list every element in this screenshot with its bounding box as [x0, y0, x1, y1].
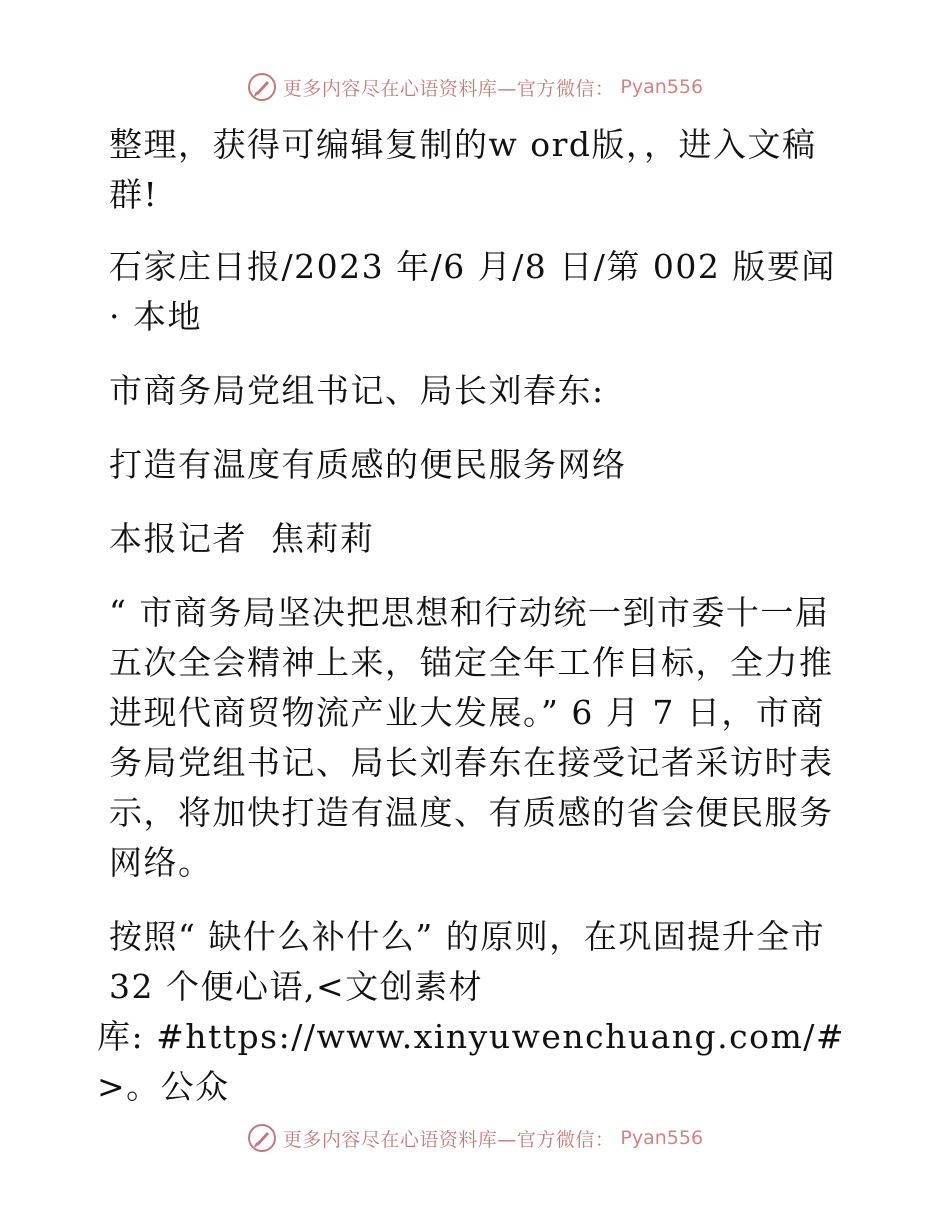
watermark-wechat-id: Pyan556: [620, 1127, 704, 1149]
watermark-text: 更多内容尽在心语资料库—官方微信：: [282, 77, 615, 100]
watermark-footer: [0, 1123, 950, 1153]
watermark-header: [0, 72, 950, 102]
paragraph-lead: “ 市商务局坚决把思想和行动统一到市委十一届五次全会精神上来，锚定全年工作目标，全力推进现代商贸物流产业大发展。” 6 月 7 日，市商务局党组书记、局长刘春东在接受记者采访时表示，将加快打造有温度、有质感的省会便民服务网络。: [109, 593, 834, 882]
paragraph-source: 石家庄日报/2023 年/6 月/8 日/第 002 版要闻 · 本地: [109, 247, 848, 336]
watermark-wechat-id: Pyan556: [620, 76, 704, 98]
document-body: [97, 120, 852, 1112]
paragraph-subtitle: 市商务局党组书记、局长刘春东:: [109, 371, 605, 410]
article-byline: 本报记者 焦莉莉: [109, 519, 375, 558]
quill-logo-icon: [247, 1123, 277, 1153]
paragraph-body-link: 库: #https://www.xinyuwenchuang.com/#>。公众: [97, 1017, 846, 1106]
article-title: 打造有温度有质感的便民服务网络: [109, 445, 627, 484]
quill-logo-icon: [247, 72, 277, 102]
watermark-text: 更多内容尽在心语资料库—官方微信：: [282, 1128, 615, 1151]
paragraph-intro: 整理，获得可编辑复制的w ord版，，进入文稿群!: [109, 125, 817, 214]
paragraph-body: 按照“ 缺什么补什么” 的原则，在巩固提升全市 32 个便心语,<文创素材: [109, 917, 838, 1006]
